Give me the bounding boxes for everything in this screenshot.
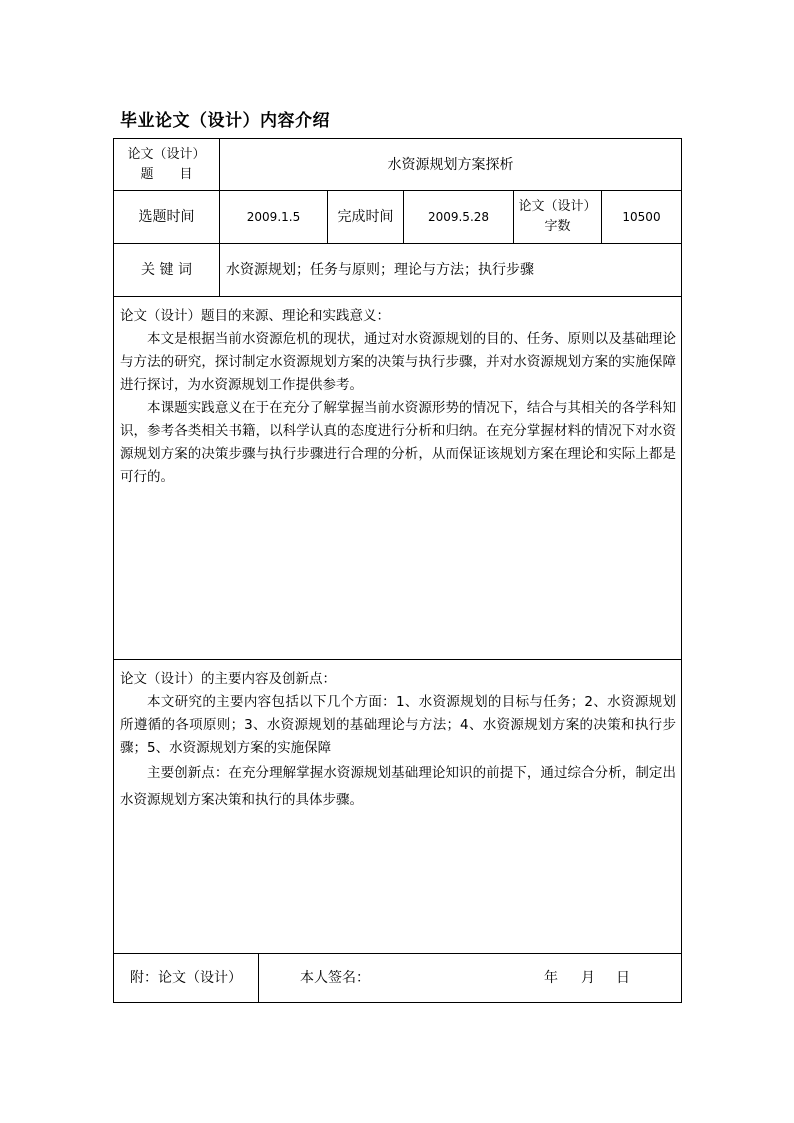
column-divider — [258, 953, 259, 1003]
content-paragraph: 本文研究的主要内容包括以下几个方面：1、水资源规划的目标与任务；2、水资源规划所遵循的各项原则；3、水资源规划的基础理论与方法；4、水资源规划方案的决策和执行步骤；5、水资源规划方案的实施保障 — [120, 694, 676, 756]
content-paragraph: 主要创新点：在充分理解掌握水资源规划基础理论知识的前提下，通过综合分析，制定出水资源规划方案决策和执行的具体步骤。 — [120, 765, 676, 808]
word-count-label-line1: 论文（设计） — [518, 199, 597, 214]
word-count-label-line2: 字数 — [544, 219, 571, 234]
finish-time-label: 完成时间 — [337, 209, 394, 225]
signature-label: 本人签名： — [300, 970, 370, 986]
significance-paragraph: 本课题实践意义在于在充分了解掌握当前水资源形势的情况下，结合与其相关的各学科知识，参考各类相关书籍，以科学认真的态度进行分析和归纳。在充分掌握材料的情况下对水资源规划方案的决策步骤与执行步骤进行合理的分析，从而保证该规划方案在理论和实际上都是可行的。 — [120, 400, 676, 485]
page-title: 毕业论文（设计）内容介绍 — [120, 111, 330, 131]
start-time-label: 选题时间 — [138, 209, 195, 225]
content-section — [120, 668, 676, 814]
significance-heading: 论文（设计）题目的来源、理论和实践意义： — [120, 308, 390, 324]
finish-time-value: 2009.5.28 — [427, 210, 490, 224]
significance-section — [120, 305, 676, 489]
row-divider — [113, 296, 682, 297]
word-count-label — [514, 191, 601, 243]
row-divider — [113, 659, 682, 660]
start-time-value: 2009.1.5 — [246, 210, 301, 224]
significance-paragraph: 本文是根据当前水资源危机的现状，通过对水资源规划的目的、任务、原则以及基础理论与方法的研究，探讨制定水资源规划方案的决策与执行步骤，并对水资源规划方案的实施保障进行探讨，为水资源规划工作提供参考。 — [120, 331, 676, 393]
signature-day: 日 — [616, 970, 630, 986]
attachment-label: 附：论文（设计） — [130, 970, 242, 986]
topic-label-line2: 题 目 — [140, 166, 193, 182]
keywords-label: 关 键 词 — [141, 262, 192, 278]
word-count-value: 10500 — [622, 210, 661, 224]
signature-year: 年 — [544, 970, 558, 986]
keywords-value: 水资源规划；任务与原则；理论与方法；执行步骤 — [226, 262, 534, 278]
signature-month: 月 — [581, 970, 595, 986]
topic-label-line1: 论文（设计） — [127, 146, 206, 162]
topic-value: 水资源规划方案探析 — [387, 156, 514, 173]
topic-label — [114, 139, 219, 190]
content-heading: 论文（设计）的主要内容及创新点： — [120, 671, 336, 687]
